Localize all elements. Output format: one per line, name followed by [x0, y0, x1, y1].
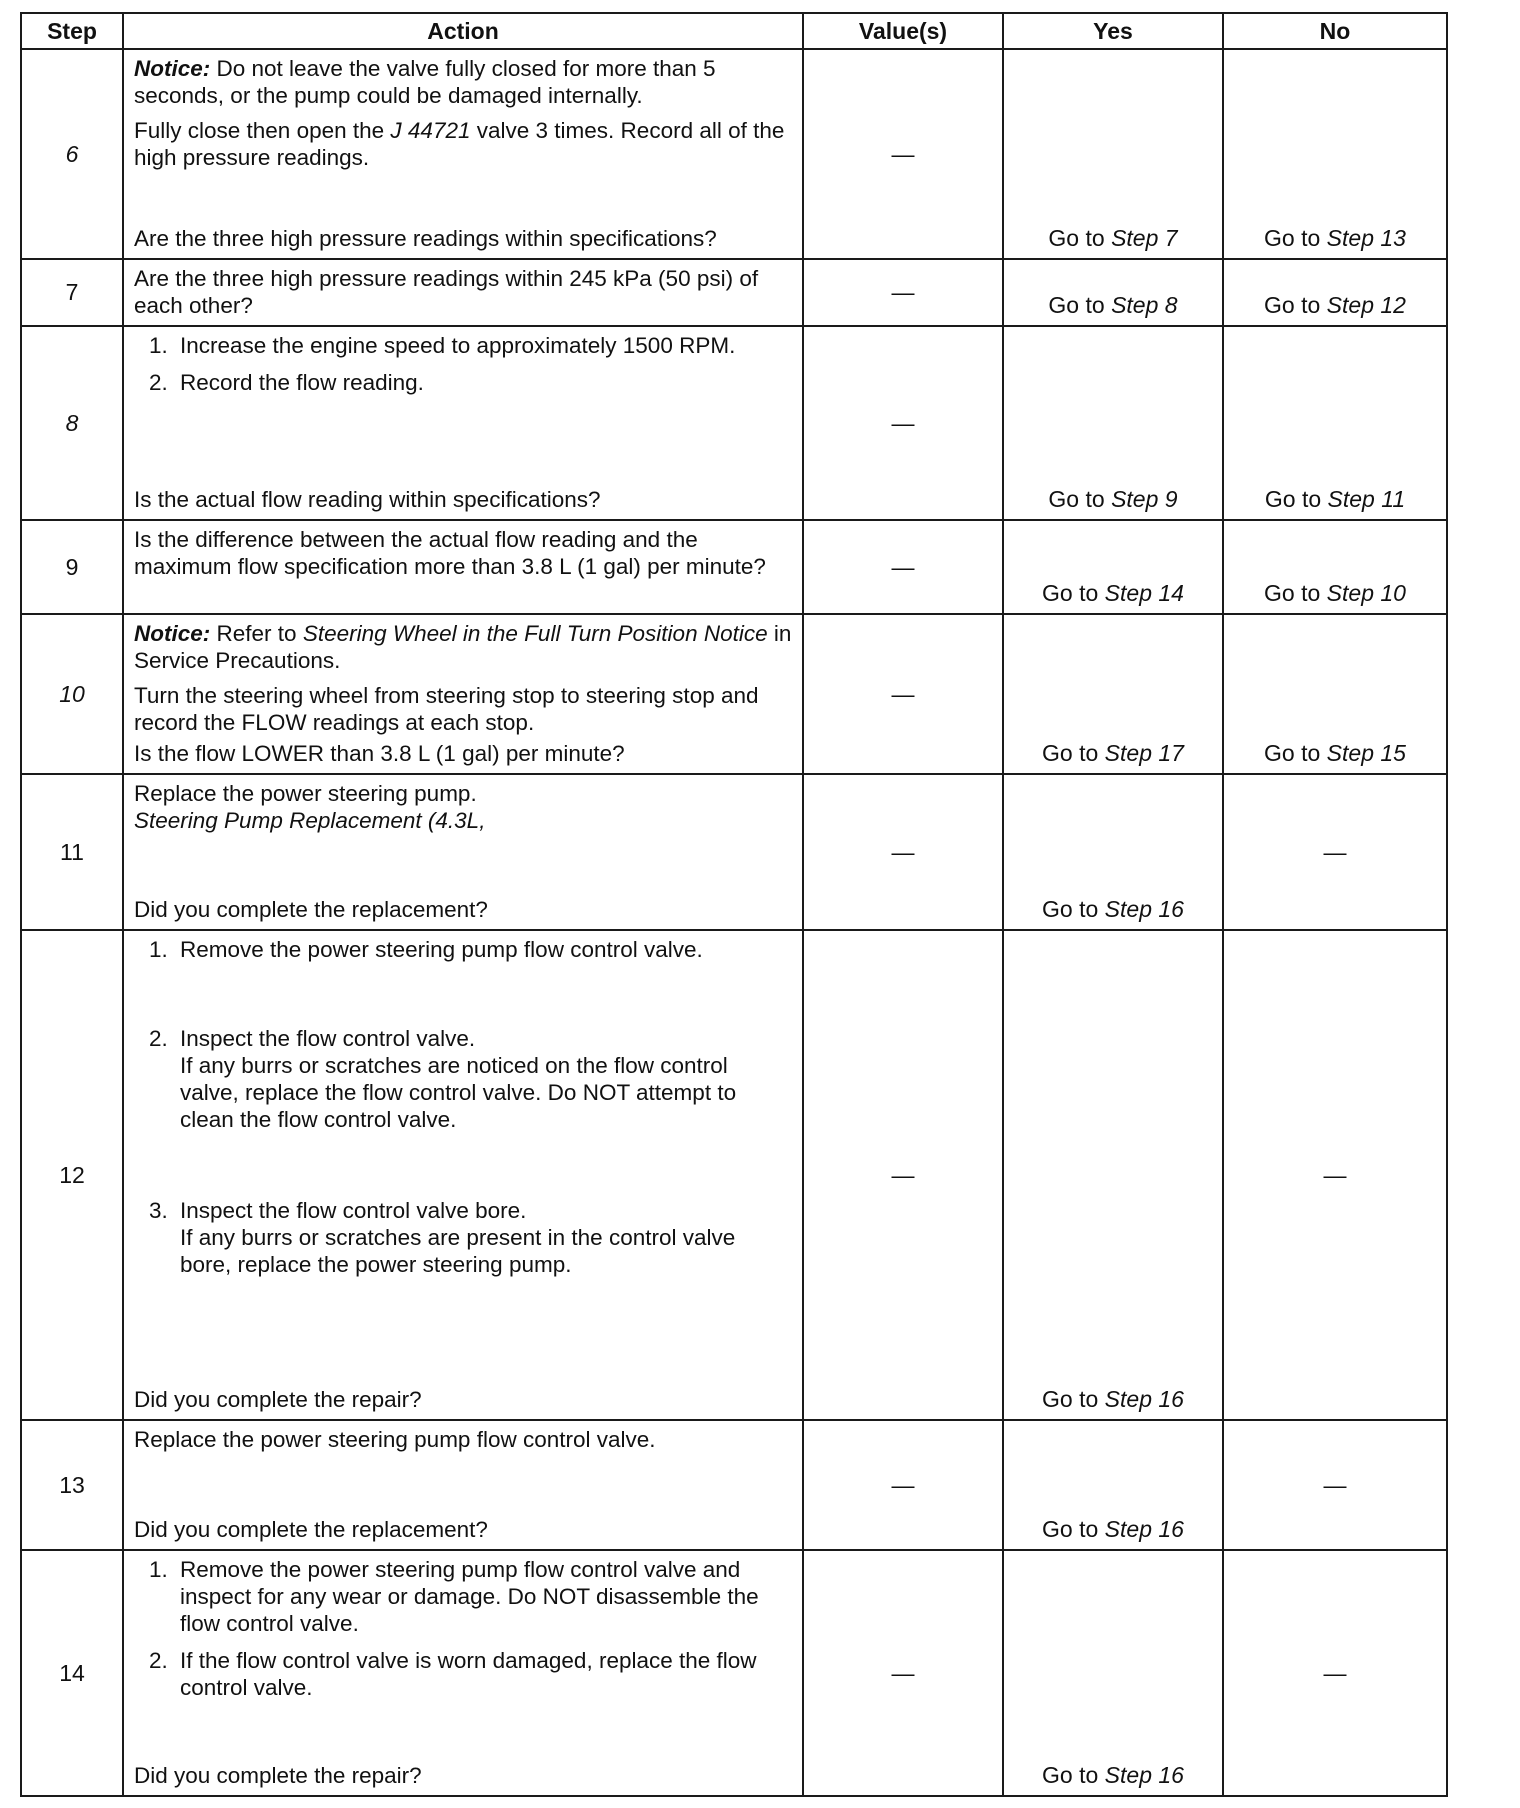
no-cell: [1223, 520, 1447, 614]
action-text: Replace the power steering pump.: [134, 781, 477, 806]
dash: —: [891, 1161, 915, 1188]
notice-text: in Service Precautions.: [134, 621, 792, 673]
no-step-link[interactable]: Step 10: [1326, 580, 1406, 606]
go-to-label: Go to: [1042, 740, 1099, 766]
step-number: 9: [21, 520, 123, 614]
action-question: Did you complete the repair?: [134, 1763, 422, 1788]
yes-step-link[interactable]: Step 16: [1104, 1516, 1184, 1542]
dash: —: [891, 279, 915, 305]
table-row: [21, 1420, 1447, 1550]
action-question: Are the three high pressure readings within specifications?: [134, 226, 717, 251]
action-question: Is the flow LOWER than 3.8 L (1 gal) per minute?: [134, 741, 625, 766]
list-item: [174, 1025, 792, 1133]
table-row: [21, 774, 1447, 930]
yes-cell: [1003, 1420, 1223, 1550]
dash: —: [891, 1659, 915, 1686]
action-cell: [123, 930, 803, 1420]
action-cell: [123, 520, 803, 614]
dash: —: [1323, 1471, 1347, 1498]
yes-step-link[interactable]: Step 16: [1104, 1386, 1184, 1412]
go-to-label: Go to: [1264, 486, 1322, 512]
header-action: Action: [123, 13, 803, 49]
list-item-text: Inspect the flow control valve.: [180, 1026, 476, 1051]
step-number: 7: [21, 259, 123, 326]
table-row: [21, 614, 1447, 774]
no-step-link[interactable]: Step 13: [1326, 225, 1406, 251]
header-values: Value(s): [803, 13, 1003, 49]
go-to-label: Go to: [1048, 292, 1105, 318]
yes-cell: [1003, 614, 1223, 774]
go-to-label: Go to: [1048, 486, 1105, 512]
no-cell: [1223, 774, 1447, 930]
dash: —: [891, 553, 915, 580]
yes-step-link[interactable]: Step 8: [1111, 292, 1178, 318]
table-row: [21, 326, 1447, 520]
action-text: Fully close then open the: [134, 118, 391, 143]
notice-text: Do not leave the valve fully closed for more than 5 seconds, or the pump could be damaged internally.: [134, 56, 716, 108]
table-row: [21, 520, 1447, 614]
list-item: 2. If the flow control valve is worn damaged, replace the flow control valve.: [174, 1647, 792, 1701]
notice-reference: Steering Wheel in the Full Turn Position Notice: [302, 621, 768, 646]
go-to-label: Go to: [1264, 580, 1321, 606]
yes-cell: [1003, 774, 1223, 930]
no-cell: [1223, 326, 1447, 520]
yes-step-link[interactable]: Step 16: [1104, 1762, 1184, 1788]
action-text: valve 3 times. Record all of the high pressure readings.: [134, 118, 785, 170]
action-question: Is the actual flow reading within specifications?: [134, 487, 601, 512]
no-cell: [1223, 49, 1447, 259]
go-to-label: Go to: [1042, 580, 1099, 606]
go-to-label: Go to: [1042, 1386, 1099, 1412]
tool-reference: J 44721: [390, 118, 471, 143]
value-cell: [803, 259, 1003, 326]
no-cell: [1223, 1420, 1447, 1550]
step-number: 13: [21, 1420, 123, 1550]
yes-cell: [1003, 326, 1223, 520]
value-cell: [803, 774, 1003, 930]
go-to-label: Go to: [1042, 1516, 1099, 1542]
value-cell: [803, 1420, 1003, 1550]
no-cell: [1223, 614, 1447, 774]
notice-label: Notice:: [134, 621, 211, 646]
value-cell: [803, 614, 1003, 774]
value-cell: [803, 1550, 1003, 1796]
yes-step-link[interactable]: Step 17: [1104, 740, 1184, 766]
notice-text: Refer to: [210, 621, 303, 646]
list-item-text: Remove the power steering pump flow control valve.: [180, 937, 703, 962]
procedure-reference-link[interactable]: Steering Pump Replacement (4.3L,: [134, 808, 486, 833]
action-question: Did you complete the repair?: [134, 1387, 422, 1412]
action-text: Replace the power steering pump flow control valve.: [134, 1427, 656, 1452]
diagnostic-table-page: [20, 12, 1446, 1797]
yes-step-link[interactable]: Step 14: [1104, 580, 1184, 606]
action-steps-list: [134, 1556, 792, 1711]
action-cell: [123, 49, 803, 259]
action-question: Did you complete the replacement?: [134, 1517, 488, 1542]
action-cell: [123, 614, 803, 774]
no-cell: [1223, 930, 1447, 1420]
dash: —: [1323, 838, 1347, 865]
action-cell: [123, 1550, 803, 1796]
step-number: 14: [21, 1550, 123, 1796]
step-number: 10: [21, 614, 123, 774]
list-item: [174, 936, 792, 963]
dash: —: [1323, 1161, 1347, 1188]
value-cell: [803, 520, 1003, 614]
no-step-link[interactable]: Step 15: [1326, 740, 1406, 766]
list-item: 1. Increase the engine speed to approximately 1500 RPM.: [174, 332, 792, 359]
step-number: 8: [21, 326, 123, 520]
header-step: Step: [21, 13, 123, 49]
no-step-link[interactable]: Step 12: [1326, 292, 1406, 318]
value-cell: [803, 930, 1003, 1420]
value-cell: [803, 49, 1003, 259]
action-cell: [123, 259, 803, 326]
yes-step-link[interactable]: Step 9: [1111, 486, 1178, 512]
dash: —: [891, 140, 915, 167]
action-steps-list: [134, 332, 792, 406]
action-text: Turn the steering wheel from steering stop to steering stop and record the FLOW readings at each stop.: [134, 683, 759, 735]
table-row: [21, 49, 1447, 259]
list-item: [174, 1197, 792, 1278]
table-row: [21, 1550, 1447, 1796]
no-cell: [1223, 259, 1447, 326]
table-row: [21, 930, 1447, 1420]
yes-cell: [1003, 520, 1223, 614]
go-to-label: Go to: [1264, 225, 1321, 251]
dash: —: [891, 680, 915, 707]
step-number: 11: [21, 774, 123, 930]
table-row: [21, 259, 1447, 326]
go-to-label: Go to: [1048, 225, 1105, 251]
list-item-detail: If any burrs or scratches are noticed on the flow control valve, replace the flow control valve. Do NOT attempt to clean the flow control valve.: [180, 1053, 737, 1132]
action-cell: [123, 1420, 803, 1550]
action-question: Is the difference between the actual flow reading and the maximum flow specification more than 3.8 L (1 gal) per minute?: [134, 527, 766, 579]
header-yes: Yes: [1003, 13, 1223, 49]
list-item-detail: If any burrs or scratches are present in the control valve bore, replace the power steering pump.: [180, 1225, 736, 1277]
header-no: No: [1223, 13, 1447, 49]
dash: —: [891, 409, 915, 436]
no-cell: [1223, 1550, 1447, 1796]
go-to-label: Go to: [1264, 740, 1321, 766]
dash: —: [891, 1471, 915, 1498]
yes-cell: [1003, 930, 1223, 1420]
yes-step-link[interactable]: Step 16: [1104, 896, 1184, 922]
header-row: [21, 13, 1447, 49]
list-item: 1. Remove the power steering pump flow control valve and inspect for any wear or damage. Do NOT disassemble the flow control valve.: [174, 1556, 792, 1637]
dash: —: [1323, 1659, 1347, 1686]
action-cell: [123, 774, 803, 930]
dash: —: [891, 838, 915, 865]
step-number: 6: [21, 49, 123, 259]
diagnostic-table: [20, 12, 1448, 1797]
action-steps-list: [134, 936, 792, 1288]
yes-cell: [1003, 1550, 1223, 1796]
action-question: Are the three high pressure readings within 245 kPa (50 psi) of each other?: [134, 266, 759, 318]
go-to-label: Go to: [1042, 896, 1099, 922]
go-to-label: Go to: [1042, 1762, 1099, 1788]
yes-step-link[interactable]: Step 7: [1111, 225, 1178, 251]
step-number: 12: [21, 930, 123, 1420]
yes-cell: [1003, 49, 1223, 259]
action-question: Did you complete the replacement?: [134, 897, 488, 922]
notice-label: Notice:: [134, 56, 211, 81]
go-to-label: Go to: [1264, 292, 1321, 318]
value-cell: [803, 326, 1003, 520]
list-item: 2. Record the flow reading.: [174, 369, 792, 396]
action-cell: [123, 326, 803, 520]
no-step-link[interactable]: Step 11: [1327, 486, 1406, 512]
list-item-text: Inspect the flow control valve bore.: [180, 1198, 527, 1223]
yes-cell: [1003, 259, 1223, 326]
